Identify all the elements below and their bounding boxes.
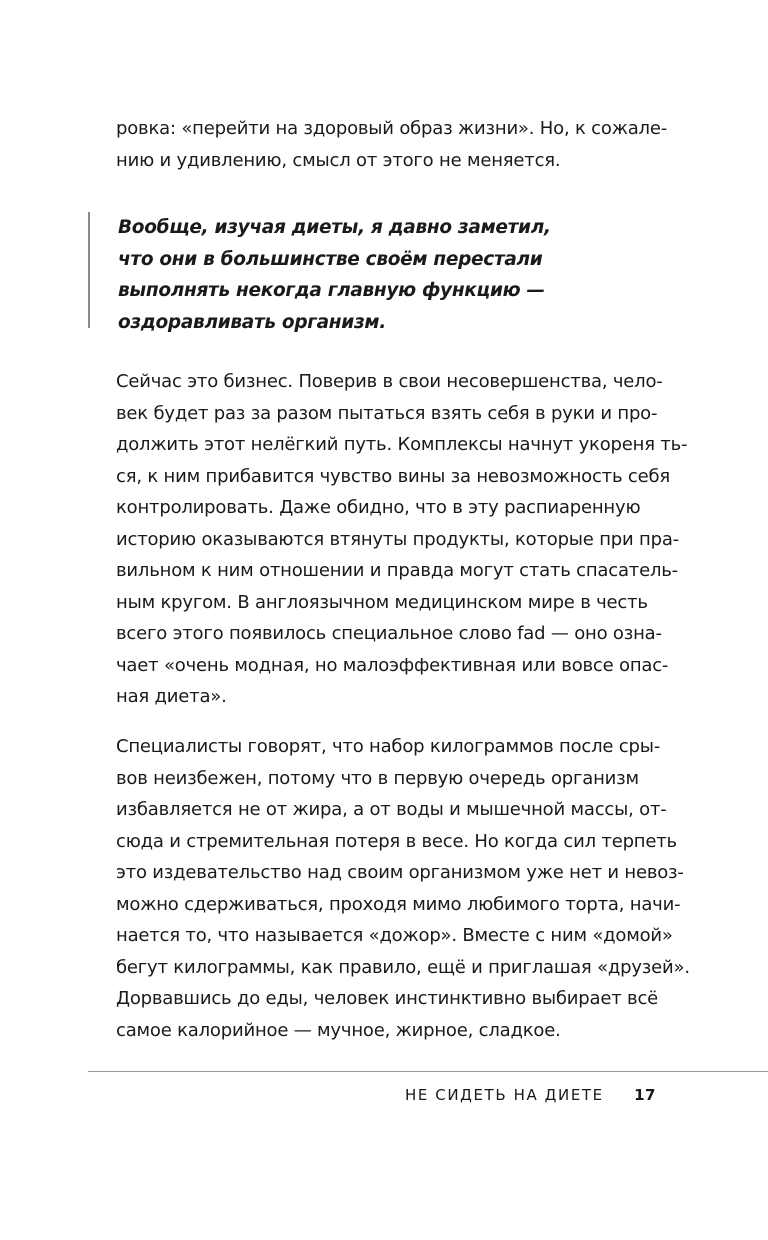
quote-line: оздоравливать организм. xyxy=(118,311,386,333)
text-line: ным кругом. В англоязычном медицинском мире в честь xyxy=(116,591,648,613)
text-line: бегут килограммы, как правило, ещё и приглашая «друзей». xyxy=(116,956,690,978)
chapter-title: НЕ СИДЕТЬ НА ДИЕТЕ xyxy=(404,1086,604,1104)
pull-quote xyxy=(88,212,578,333)
quote-line: Вообще, изучая диеты, я давно заметил, xyxy=(118,217,551,238)
text-line: самое калорийное — мучное, жирное, сладкое. xyxy=(116,1019,561,1041)
text-line: историю оказываются втянуты продукты, которые при пра- xyxy=(116,528,679,550)
paragraph-specialists xyxy=(116,731,690,1046)
paragraph-intro xyxy=(116,113,668,176)
text-line: сюда и стремительная потеря в весе. Но когда сил терпеть xyxy=(116,830,677,852)
text-line: всего этого появилось специальное слово fad — оно озна- xyxy=(116,623,662,644)
text-line: Специалисты говорят, что набор килограммов после сры- xyxy=(116,736,661,757)
text-line: должить этот нелёгкий путь. Комплексы начнут укореня ть- xyxy=(116,434,688,455)
text-line: избавляется не от жира, а от воды и мышечной массы, от- xyxy=(116,799,667,820)
text-line: вов неизбежен, потому что в первую очередь организм xyxy=(116,767,639,789)
page-number: 17 xyxy=(634,1086,656,1104)
text-line: ся, к ним прибавится чувство вины за невозможность себя xyxy=(116,465,670,487)
text-line: контролировать. Даже обидно, что в эту распиаренную xyxy=(116,497,641,518)
text-line: чает «очень модная, но малоэффективная или вовсе опас- xyxy=(116,654,669,676)
footer-divider xyxy=(88,1071,768,1072)
text-line: вильном к ним отношении и правда могут стать спасатель- xyxy=(116,560,678,581)
quote-line: выполнять некогда главную функцию — xyxy=(118,280,545,301)
text-line: ная диета». xyxy=(116,686,227,707)
text-line: Сейчас это бизнес. Поверив в свои несовершенства, чело- xyxy=(116,371,663,392)
quote-line: что они в большинстве своём перестали xyxy=(118,248,543,270)
paragraph-business xyxy=(116,366,688,713)
text-line: век будет раз за разом пытаться взять себя в руки и про- xyxy=(116,402,658,424)
text-line: ровка: «перейти на здоровый образ жизни». Но, к сожале- xyxy=(116,118,668,139)
text-line: Дорвавшись до еды, человек инстинктивно выбирает всё xyxy=(116,988,659,1009)
text-line: нию и удивлению, смысл от этого не меняется. xyxy=(116,149,561,171)
text-line: можно сдерживаться, проходя мимо любимого торта, начи- xyxy=(116,893,681,915)
running-footer xyxy=(405,1082,656,1108)
text-line: это издевательство над своим организмом уже нет и невоз- xyxy=(116,862,684,883)
text-line: нается то, что называется «дожор». Вместе с ним «домой» xyxy=(116,925,673,946)
